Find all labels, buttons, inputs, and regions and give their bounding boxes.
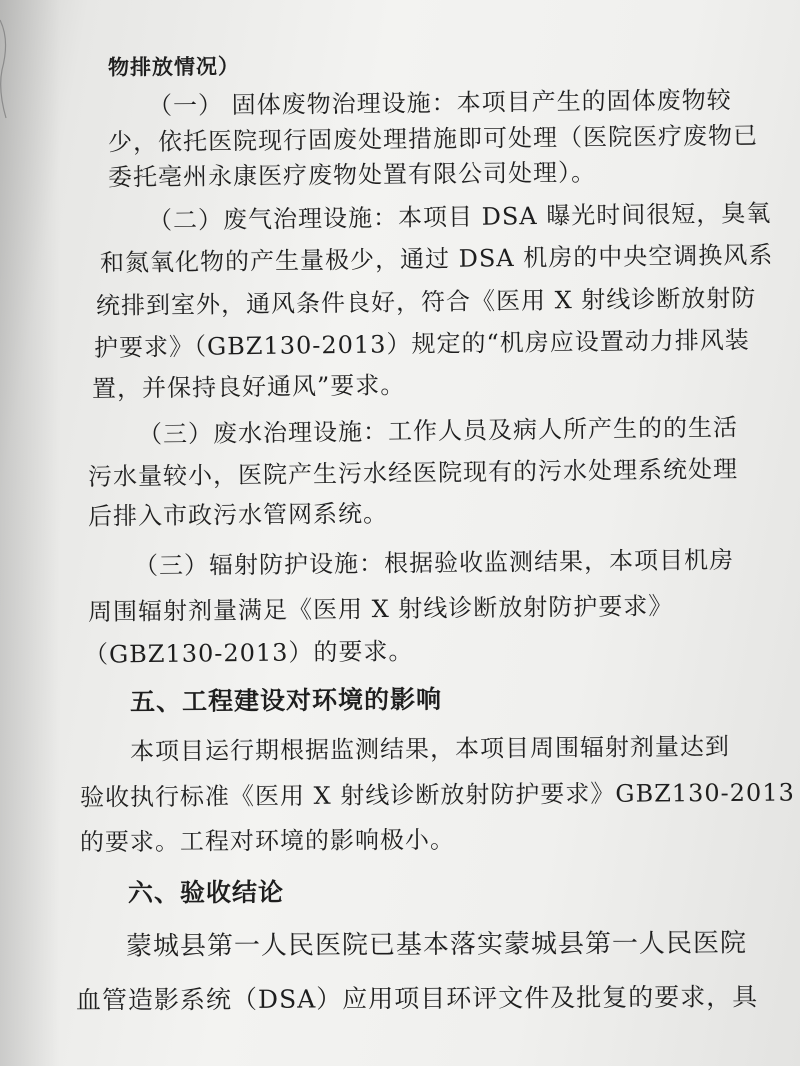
text-line: 污水量较小，医院产生污水经医院现有的污水处理系统处理 [87,455,739,491]
text-line: 少，依托医院现行固废处理措施即可处理（医院医疗废物已 [107,121,759,157]
text-line: 后排入市政污水管网系统。 [87,499,389,531]
text-line: 和氮氧化物的产生量极少，通过 DSA 机房的中央空调换风系 [99,240,774,278]
text-line: 本项目运行期根据监测结果，本项目周围辐射剂量达到 [129,732,731,766]
text-line: 护要求》（GBZ130-2013）规定的“机房应设置动力排风装 [93,325,750,363]
section-heading: 五、工程建设对环境的影响 [129,684,443,717]
text-line: 委托亳州永康医疗废物处置有限公司处理）。 [107,158,597,192]
text-line: （三）辐射防护设施：根据验收监测结果，本项目机房 [133,545,735,581]
text-line: 统排到室外，通风条件良好，符合《医用 X 射线诊断放射防 [95,283,757,321]
text-line: 血管造影系统（DSA）应用项目环评文件及批复的要求，具 [75,982,759,1015]
text-line: 蒙城县第一人民医院已基本落实蒙城县第一人民医院 [125,928,748,962]
section-heading: 六、验收结论 [127,877,285,908]
text-line: （GBZ130-2013）的要求。 [83,637,414,669]
text-line-continuation-heading: 物排放情况） [107,53,241,80]
text-line: 的要求。工程对环境的影响极小。 [79,825,456,857]
text-line: 验收执行标准《医用 X 射线诊断放射防护要求》GBZ130-2013 [79,778,795,812]
text-line: （一） 固体废物治理设施：本项目产生的固体废物较 [147,85,732,121]
text-line: 置，并保持良好通风”要求。 [91,371,406,403]
text-line: （三）废水治理设施：工作人员及病人所产生的的生活 [137,413,739,449]
text-line: 周围辐射剂量满足《医用 X 射线诊断放射防护要求》 [87,591,674,627]
text-line: （二）废气治理设施：本项目 DSA 曝光时间很短，臭氧 [147,199,772,235]
